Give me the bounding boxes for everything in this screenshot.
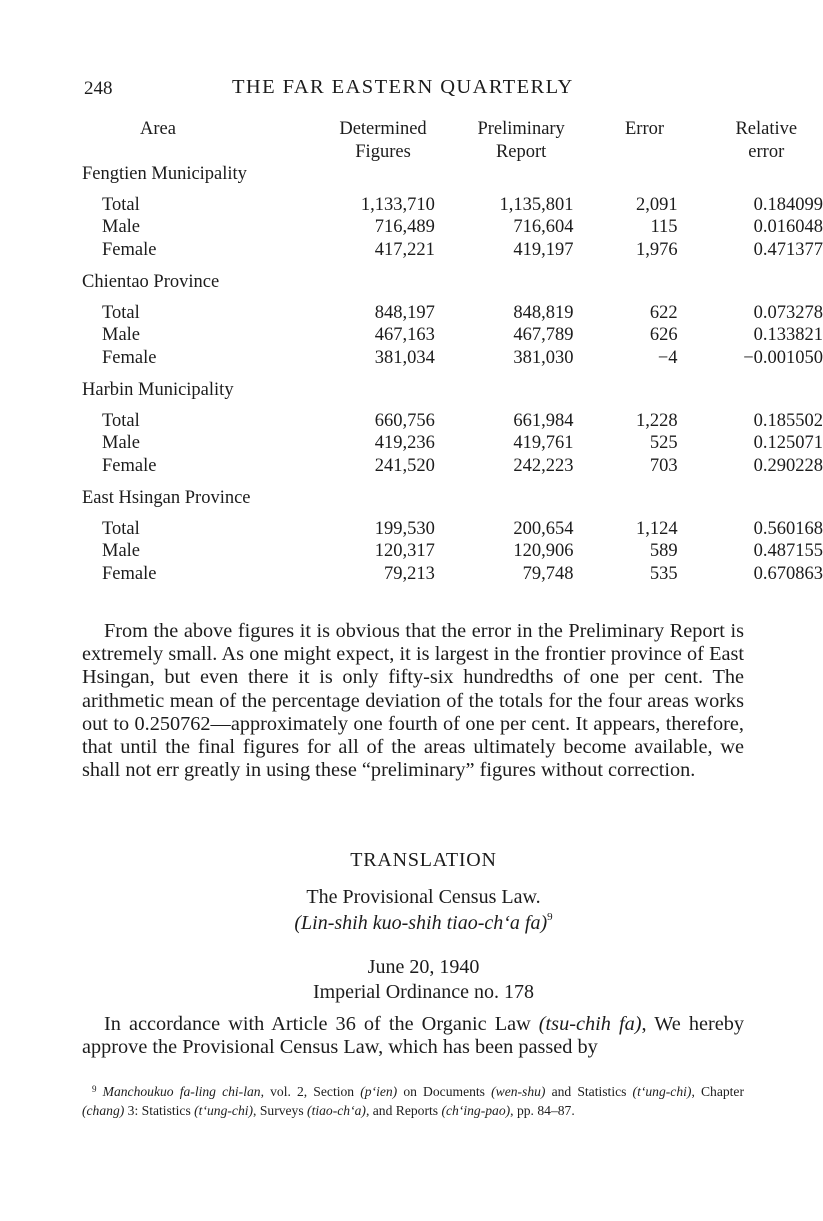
preliminary-value: 419,197 (513, 239, 574, 260)
table-group-row (82, 271, 823, 294)
relative-error-value: 0.471377 (753, 239, 823, 260)
table-row (82, 194, 823, 217)
table-group-row (82, 379, 823, 402)
table-row (82, 324, 823, 347)
row-label: Female (102, 563, 157, 584)
row-label: Total (102, 518, 140, 539)
law-preamble: In accordance with Article 36 of the Organic Law (tsu-chih fa), We hereby approve the Provisional Census Law, which has been passed by (82, 1013, 745, 1059)
row-label: Male (102, 217, 141, 237)
error-value: 115 (650, 217, 678, 237)
law-date: June 20, 1940 (367, 956, 480, 978)
relative-error-value: 0.185502 (753, 410, 823, 431)
footnote-italic-segment: (t‘ung-chi) (194, 1103, 254, 1118)
preliminary-value: 848,819 (513, 302, 574, 323)
law-title: The Provisional Census Law. (306, 886, 541, 908)
error-value: 525 (649, 433, 678, 453)
preliminary-value: 79,748 (522, 563, 574, 584)
footnote-italic-segment: (t‘ung-chi) (632, 1084, 692, 1099)
table-spacer (82, 186, 823, 194)
table-row (82, 410, 823, 433)
relative-error-value: 0.133821 (753, 325, 823, 345)
error-value: 1,976 (635, 239, 678, 260)
footnote-italic-segment: Manchoukuo fa-ling chi-lan (102, 1084, 261, 1099)
preliminary-value: 467,789 (513, 325, 574, 345)
table-gap (82, 261, 823, 271)
relative-error-value: 0.016048 (753, 217, 823, 237)
table-gap (82, 369, 823, 379)
error-value: −4 (657, 347, 678, 368)
preliminary-value: 419,761 (513, 433, 574, 453)
analysis-paragraph: From the above figures it is obvious that the error in the Preliminary Report is extremely small. As one might expect, it is largest in the frontier province of East Hsingan, but even there it is only fifty-six hundredths of one per cent. The arithmetic mean of the percentage deviation of the totals for the four areas works out to 0.250762—approximately one fourth of one per cent. It appears, therefore, that until the final figures for all of the areas ultimately become available, we shall not err greatly in using these “preliminary” figures without correction. (82, 620, 744, 782)
footnote-italic-segment: (chang) (82, 1103, 125, 1118)
error-value: 703 (649, 455, 678, 476)
determined-value: 241,520 (374, 455, 435, 476)
table-row (82, 239, 823, 262)
error-value: 1,228 (635, 410, 678, 431)
header-preliminary: Preliminary Report (477, 119, 565, 162)
preliminary-value: 120,906 (513, 541, 574, 561)
error-value: 589 (649, 541, 678, 561)
row-label: Total (102, 410, 140, 431)
table-row (82, 563, 823, 586)
table-spacer (82, 294, 823, 302)
preliminary-value: 716,604 (513, 217, 574, 237)
table-row (82, 518, 823, 541)
footnote-italic-segment: (wen-shu) (491, 1084, 546, 1099)
footnote-text-segment: 3: Statistics (124, 1103, 195, 1118)
relative-error-value: 0.487155 (753, 541, 823, 561)
row-label: Male (102, 541, 141, 561)
row-label: Female (102, 347, 157, 368)
determined-value: 120,317 (374, 541, 435, 561)
table-row (82, 302, 823, 325)
law-romanized-title: (Lin-shih kuo-shih tiao-ch‘a fa)$^9$ (294, 911, 553, 934)
error-value: 535 (649, 563, 678, 584)
determined-value: 660,756 (374, 410, 435, 431)
determined-value: 381,034 (374, 347, 435, 368)
footnote-reference: 9 (547, 911, 553, 923)
group-name: Fengtien Municipality (82, 164, 247, 184)
running-head: THE FAR EASTERN QUARTERLY (232, 76, 574, 98)
relative-error-value: 0.290228 (753, 455, 823, 476)
table-group-row (82, 487, 823, 510)
footnote-text-segment: , pp. 84–87. (510, 1103, 575, 1118)
footnote-text-segment: on Documents (397, 1084, 492, 1099)
group-name: East Hsingan Province (82, 488, 251, 508)
table-row (82, 455, 823, 478)
table-spacer (82, 402, 823, 410)
table-header-row (82, 118, 823, 163)
imperial-ordinance: Imperial Ordinance no. 178 (312, 981, 535, 1003)
table-row (82, 540, 823, 563)
relative-error-value: 0.184099 (753, 194, 823, 215)
determined-value: 848,197 (374, 302, 435, 323)
preliminary-value: 1,135,801 (499, 194, 574, 215)
footnote-mark: 9 (92, 1084, 97, 1094)
page-number: 248 (84, 78, 113, 99)
relative-error-value: −0.001050 (743, 347, 823, 368)
relative-error-value: 0.670863 (753, 563, 823, 584)
group-name: Chientao Province (82, 272, 220, 292)
row-label: Total (102, 194, 140, 215)
row-label: Female (102, 455, 157, 476)
preliminary-value: 200,654 (513, 518, 574, 539)
row-label: Male (102, 325, 141, 345)
footnote-text-segment: and Statistics (545, 1084, 633, 1099)
footnote-text-segment: , Surveys (253, 1103, 308, 1118)
determined-value: 716,489 (374, 217, 435, 237)
preliminary-value: 661,984 (513, 410, 574, 431)
table-row (82, 432, 823, 455)
error-value: 622 (649, 302, 678, 323)
table-body (82, 163, 823, 585)
header-error: Error (625, 119, 665, 139)
census-comparison-table (82, 118, 823, 585)
footnote-text-segment: , vol. 2, Section (260, 1084, 361, 1099)
row-label: Female (102, 239, 157, 260)
determined-value: 1,133,710 (360, 194, 435, 215)
row-label: Male (102, 433, 141, 453)
determined-value: 419,236 (374, 433, 435, 453)
row-label: Total (102, 302, 140, 323)
header-relative-error: Relative error (735, 119, 798, 162)
determined-value: 467,163 (374, 325, 435, 345)
group-name: Harbin Municipality (82, 380, 234, 400)
table-row (82, 216, 823, 239)
footnote-text-segment: , Chapter (691, 1084, 744, 1099)
footnote-italic-segment: (tiao-ch‘a) (307, 1103, 366, 1118)
error-value: 626 (649, 325, 678, 345)
table-gap (82, 477, 823, 487)
error-value: 2,091 (635, 194, 678, 215)
relative-error-value: 0.560168 (753, 518, 823, 539)
relative-error-value: 0.073278 (753, 302, 823, 323)
relative-error-value: 0.125071 (753, 433, 823, 453)
error-value: 1,124 (635, 518, 678, 539)
preliminary-value: 381,030 (513, 347, 574, 368)
header-determined: Determined Figures (339, 119, 427, 162)
footnote (82, 1080, 744, 1120)
footnote-italic-segment: (ch‘ing-pao) (441, 1103, 511, 1118)
translation-heading: TRANSLATION (350, 849, 497, 871)
determined-value: 199,530 (374, 518, 435, 539)
table-spacer (82, 510, 823, 518)
header-area: Area (140, 119, 176, 139)
determined-value: 79,213 (383, 563, 435, 584)
table-group-row (82, 163, 823, 186)
table-row (82, 347, 823, 370)
determined-value: 417,221 (374, 239, 435, 260)
footnote-italic-segment: (p‘ien) (360, 1084, 398, 1099)
preliminary-value: 242,223 (513, 455, 574, 476)
footnote-text-segment: , and Reports (365, 1103, 442, 1118)
